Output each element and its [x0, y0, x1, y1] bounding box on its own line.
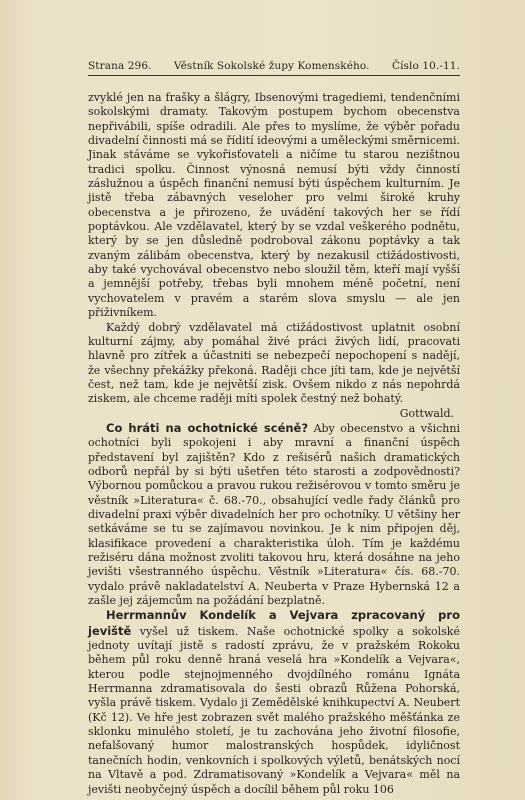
- body-text: [88, 91, 460, 797]
- journal-title: Věstník Sokolské župy Komenského.: [173, 60, 370, 72]
- section-text: Aby obecenstvo a všichni ochotníci byli spokojeni i aby mravní a finanční úspěch představení byl zajištěn? Kdo z rešisérů našich dramatických odborů nepřál by si býti ušetřen této starosti a zodpovědnosti? Výbornou pomůckou a pravou rukou režisérovou v tomto směru je věstník »Literatura« č. 68.-70., obsahující vedle řady článků pro divadelní praxi výběr divadelních her pro ochotníky. U většiny her setkáváme se tu se zajímavou novinkou. Je k nim připojen děj, klasifikace provedení a charakteristika úloh. Tím je každému režiséru dána možnost zvoliti takovou hru, která dosáhne na jeho jevišti všestranného úspěchu. Věstník »Literatura« čís. 68.-70. vydalo právě nakladatelství A. Neuberta v Praze Hybernská 12 a zašle jej zájemcům na požádání bezplatně.: [88, 421, 460, 608]
- header-rule: [88, 75, 460, 76]
- paragraph-1: zvyklé jen na frašky a šlágry, Ibsenovými tragediemi, tendenčními sokolskými dramaty. Takovým postupem bychom obecenstva nepřivábili, spíše odradili. Ale přes to myslíme, že výběr pořadu divadelní činnosti má se řídití ideovými a uměleckými směrnicemi. Jinak stáváme se vykořisťovateli a ničíme tu starou nezištnou tradici spolku. Činnost výnosná nemusí býti vždy činností záslužnou a úspěch finanční nemusí býti úspěchem kulturním. Je jistě třeba zábavných veseloher pro velmi široké kruhy obecenstva a je přirozeno, že uvádění takových her se řídí poptávkou. Ale vzdělavatel, který by se vzdal veškerého podnětu, který by se jen důsledně podroboval zákonu poptávky a tak zvaným zálibám obecenstva, který by nezakusil ctižádostivosti, aby také vychovával obecenstvo nebo sloužil těm, kteří mají vyšší a jemnější potřeby, třebas byli mnohem méně početní, není vychovatelem v pravém a starém slova smyslu — ale jen přiživníkem.: [88, 91, 460, 320]
- signature: Gottwald.: [399, 406, 454, 420]
- section-heading: Co hráti na ochotnické scéně?: [106, 420, 309, 435]
- paragraph-2: Každý dobrý vzdělavatel má ctižádostivost uplatnit osobní kulturní zájmy, aby pomáhal živé práci živých lidí, pracovati hlavně pro zítřek a účastniti se nebezpečí nepochopení s nadějí, že všechny překážky překoná. Raději chce jíti tam, kde je největší čest, než tam, kde je největší zisk. Ovšem nikdo z nás nepohrdá ziskem, ale chceme raději míti spolek čestný než bohatý.: [88, 320, 460, 406]
- section-kondelik: [88, 608, 460, 796]
- issue-number: Číslo 10.-11.: [391, 60, 460, 72]
- section-heading: Herrmannův Kondelík a Vejvara zpracovaný pro jeviště: [88, 608, 460, 638]
- running-header: [88, 60, 460, 72]
- section-co-hrati: [88, 421, 460, 608]
- page-number: Strana 296.: [88, 60, 152, 72]
- section-text: vyšel už tiskem. Naše ochotnické spolky a sokolské jednoty uvítají jistě s radostí zprávu, že v pražském Rokoku během půl roku denně hraná veselá hra »Kondelík a Vejvara«, kterou podle stejnojmenného dvojdílného románu Ignáta Herrmanna zdramatisovala do šesti obrazů Růžena Pohorská, vyšla právě tiskem. Vydalo ji Zemědělské knihkupectví A. Neubert (Kč 12). Ve hře jest zobrazen svět malého pražského měšťánka ze sklonku minulého století, je tu zachována jeho životní filosofie, nefalšovaný humor malostranských hospůdek, idyličnost tanečních hodin, venkovních i spolkových výletů, benátských nocí na Vltavě a pod. Zdramatisovaný »Kondelík a Vejvara« měl na jevišti neobyčejný úspěch a docílil během půl roku 106: [88, 624, 460, 796]
